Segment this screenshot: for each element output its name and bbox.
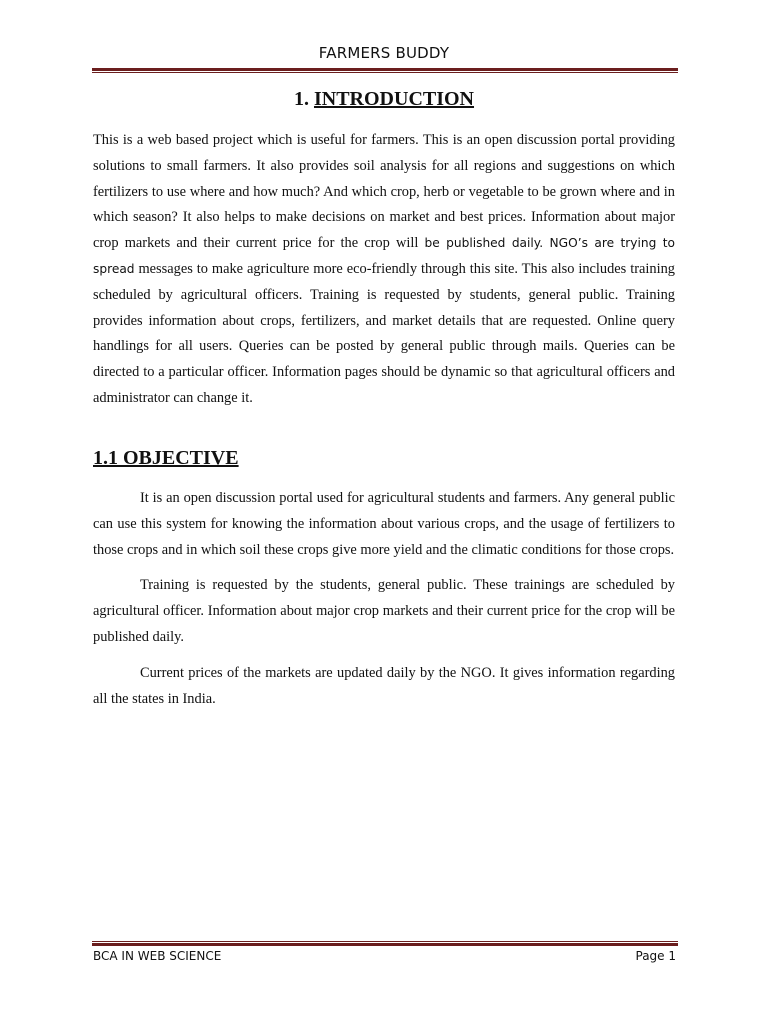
objective-section bbox=[93, 447, 675, 712]
chapter-title: INTRODUCTION bbox=[313, 88, 475, 110]
intro-text-part2: messages to make agriculture more eco-friendly through this site. This also includes training scheduled by agricultural officers. Training is requested by students, general public. Training provides information about crops, fertilizers, and market details that are requested. Online query handlings for all users. Queries can be posted by general public through mails. Queries can be directed to a particular officer. Information pages should be dynamic so that agricultural officers and administrator can change it. bbox=[93, 260, 675, 406]
chapter-heading bbox=[0, 88, 768, 111]
intro-paragraph bbox=[93, 128, 675, 412]
intro-text-sans-run: be published daily. NGO’s are trying to spread bbox=[93, 236, 675, 276]
objective-paragraph: It is an open discussion portal used for agricultural students and farmers. Any general public can use this system for knowing the information about various crops, and the usage of fertilizers to those crops and in which soil these crops give more yield and the climatic conditions for those crops. bbox=[93, 490, 675, 558]
footer-course-label: BCA IN WEB SCIENCE bbox=[93, 949, 222, 963]
objective-paragraph: Training is requested by the students, general public. These trainings are scheduled by agricultural officer. Information about major crop markets and their current price for the crop will be published daily. bbox=[93, 577, 675, 645]
footer-rule bbox=[92, 941, 678, 946]
chapter-number: 1. bbox=[293, 88, 309, 110]
running-header-title: FARMERS BUDDY bbox=[318, 44, 450, 62]
footer-page-number: Page 1 bbox=[635, 949, 676, 963]
objective-paragraph: Current prices of the markets are updated daily by the NGO. It gives information regarding all the states in India. bbox=[93, 664, 675, 707]
objective-heading: 1.1 OBJECTIVE bbox=[93, 447, 239, 469]
intro-section bbox=[93, 128, 675, 412]
intro-text-part1: This is a web based project which is useful for farmers. This is an open discussion portal providing solutions to small farmers. It also provides soil analysis for all regions and suggestions on which fertilizers to use where and how much? And which crop, herb or vegetable to be grown where and in which season? It also helps to make decisions on market and best prices. Information about major crop markets and their current price for the crop will bbox=[93, 132, 675, 252]
header-rule bbox=[92, 68, 678, 73]
